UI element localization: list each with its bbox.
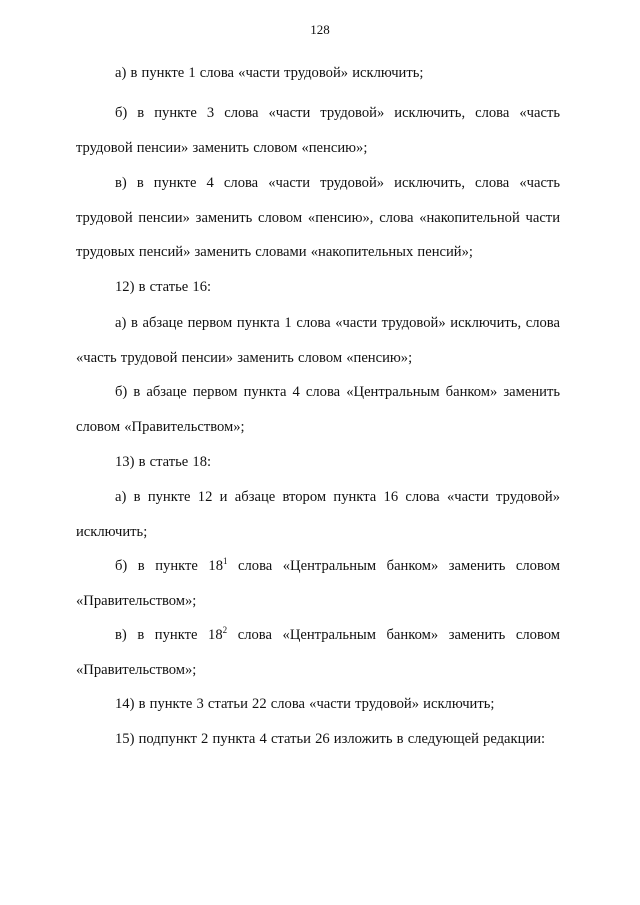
paragraph-text-start: б) в пункте 18: [115, 558, 223, 574]
paragraph-item-12: 12) в статье 16:: [115, 279, 212, 295]
paragraph-article-16-a: а) в абзаце первом пункта 1 слова «части трудовой» исключить, слова «часть трудовой пенсии» заменить словом «пенсию»;: [76, 315, 560, 366]
paragraph-item-14: 14) в пункте 3 статьи 22 слова «части трудовой» исключить;: [115, 696, 495, 712]
paragraph-text-start: в) в пункте 18: [115, 627, 223, 643]
paragraph-item-15: 15) подпункт 2 пункта 4 статьи 26 изложить в следующей редакции:: [115, 731, 546, 747]
page-number: 128: [310, 22, 330, 37]
paragraph-article-18-b: [76, 549, 560, 618]
paragraph-a-point-1: а) в пункте 1 слова «части трудовой» исключить;: [115, 65, 424, 81]
paragraph-item-13: 13) в статье 18:: [115, 454, 212, 470]
paragraph-article-18-v: [76, 618, 560, 687]
paragraph-article-18-a: а) в пункте 12 и абзаце втором пункта 16 слова «части трудовой» исключить;: [76, 489, 560, 540]
superscript-index: 1: [223, 556, 228, 566]
paragraph-text-end: слова «Центральным банком» заменить словом «Правительством»;: [76, 627, 560, 678]
paragraph-b-point-3: б) в пункте 3 слова «части трудовой» исключить, слова «часть трудовой пенсии» заменить словом «пенсию»;: [76, 105, 560, 156]
paragraph-v-point-4: в) в пункте 4 слова «части трудовой» исключить, слова «часть трудовой пенсии» заменить словом «пенсию», слова «накопительной части трудовых пенсий» заменить словами «накопительных пенсий»;: [76, 175, 560, 260]
paragraph-text-end: слова «Центральным банком» заменить словом «Правительством»;: [76, 558, 561, 609]
superscript-index: 2: [222, 625, 228, 635]
paragraph-article-16-b: б) в абзаце первом пункта 4 слова «Центральным банком» заменить словом «Правительством»;: [76, 384, 560, 435]
